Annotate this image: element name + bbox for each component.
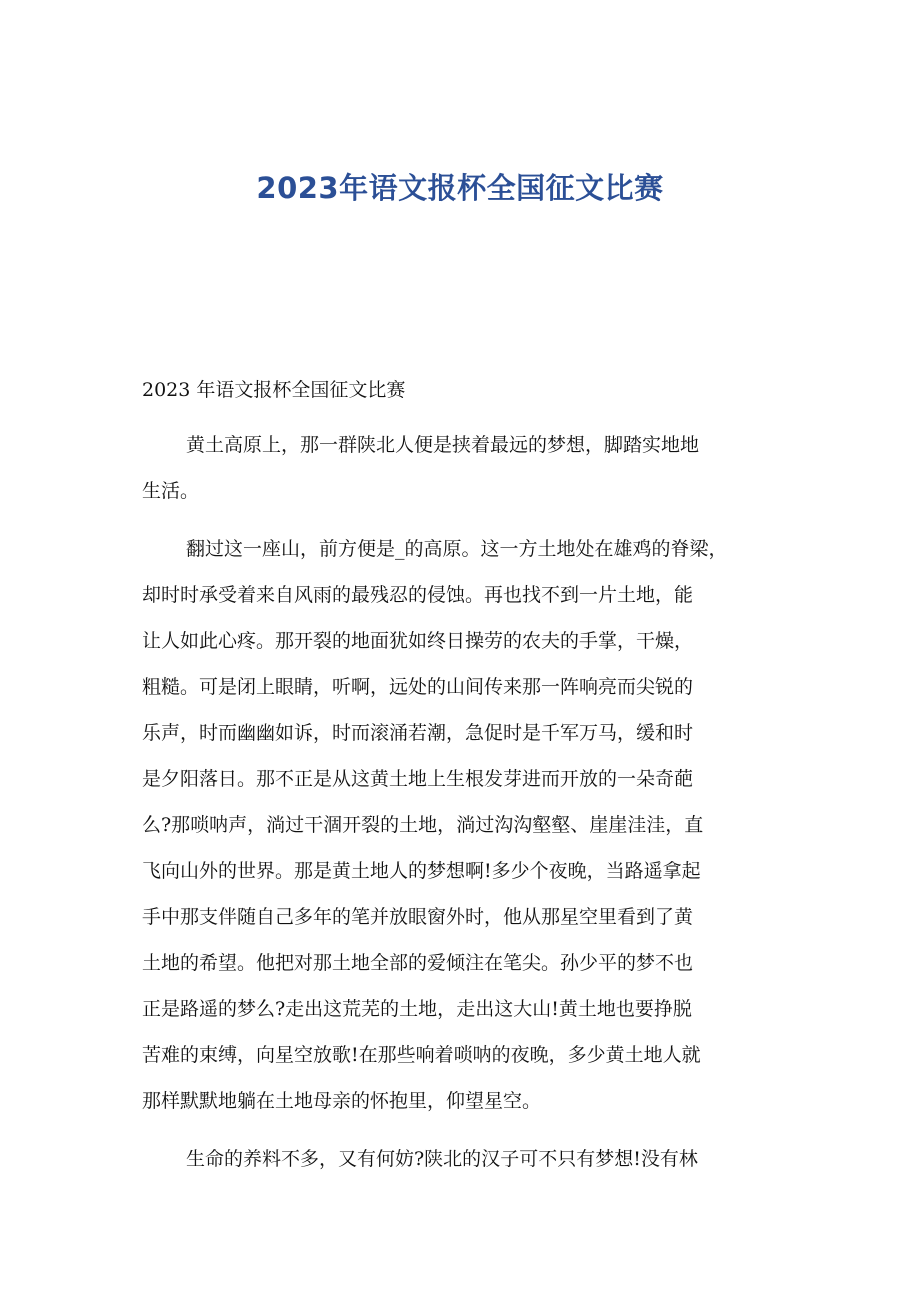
paragraph-line: 翻过这一座山，前方便是_的高原。这一方土地处在雄鸡的脊梁， [186,538,728,560]
paragraph-line: 是夕阳落日。那不正是从这黄土地上生根发芽进而开放的一朵奇葩 [142,768,694,790]
paragraph-3 [142,1136,782,1182]
paragraph-line: 粗糙。可是闭上眼睛，听啊，远处的山间传来那一阵响亮而尖锐的 [142,676,694,698]
paragraph-line: 却时时承受着来自风雨的最残忍的侵蚀。再也找不到一片土地，能 [142,584,694,606]
paragraph-line: 那样默默地躺在土地母亲的怀抱里，仰望星空。 [142,1090,542,1112]
paragraph-line: 正是路遥的梦么?走出这荒芜的土地，走出这大山!黄土地也要挣脱 [142,998,692,1020]
paragraph-line: 么?那唢呐声，淌过干涸开裂的土地，淌过沟沟壑壑、崖崖洼洼，直 [142,814,704,836]
paragraph-line: 乐声，时而幽幽如诉，时而滚涌若潮，急促时是千军万马，缓和时 [142,722,694,744]
paragraph-1 [142,422,782,514]
paragraph-line: 土地的希望。他把对那土地全部的爱倾注在笔尖。孙少平的梦不也 [142,952,694,974]
paragraph-line: 生命的养料不多，又有何妨?陕北的汉子可不只有梦想!没有林 [186,1148,698,1170]
document-body [142,370,782,1182]
paragraph-line: 手中那支伴随自己多年的笔并放眼窗外时，他从那星空里看到了黄 [142,906,694,928]
paragraph-line: 黄土高原上，那一群陕北人便是挟着最远的梦想，脚踏实地地 [186,434,700,456]
paragraph-line: 飞向山外的世界。那是黄土地人的梦想啊!多少个夜晚，当路遥拿起 [142,860,701,882]
document-subtitle: 2023 年语文报杯全国征文比赛 [142,379,406,401]
paragraph-line: 苦难的束缚，向星空放歌!在那些响着唢呐的夜晚，多少黄土地人就 [142,1044,701,1066]
paragraph-2 [142,526,782,1124]
paragraph-line: 生活。 [142,480,200,502]
document-title: 2023年语文报杯全国征文比赛 [256,171,664,205]
paragraph-line: 让人如此心疼。那开裂的地面犹如终日操劳的农夫的手掌，干燥， [142,630,694,652]
